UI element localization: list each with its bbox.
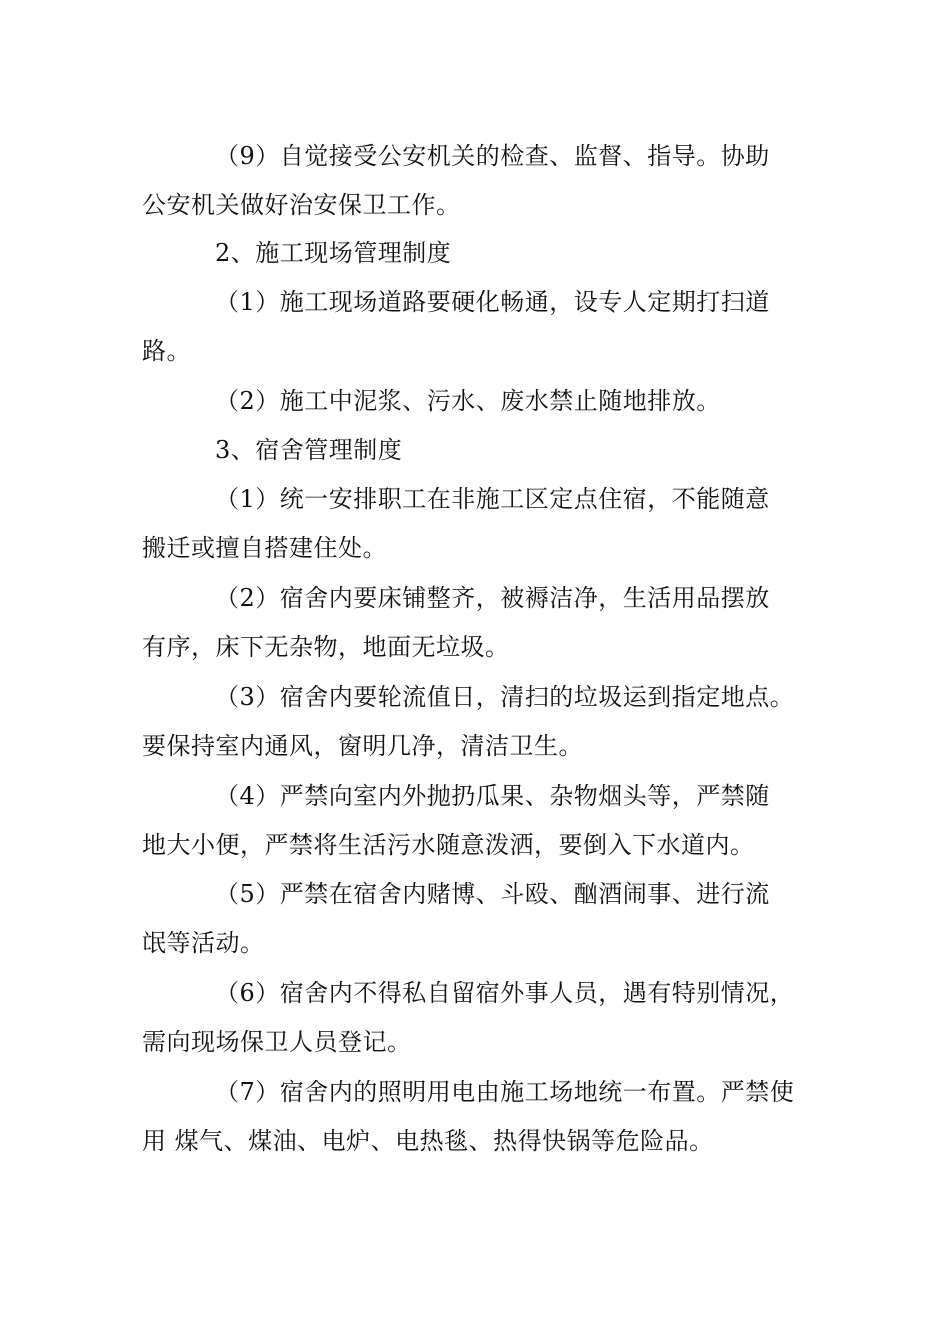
paragraph-line: （6）宿舍内不得私自留宿外事人员，遇有特别情况， — [215, 979, 795, 1007]
paragraph-line: （4）严禁向室内外抛扔瓜果、杂物烟头等，严禁随 — [215, 782, 770, 810]
paragraph-line: 用 煤气、煤油、电炉、电热毯、热得快锅等危险品。 — [142, 1127, 714, 1155]
paragraph-line: （3）宿舍内要轮流值日，清扫的垃圾运到指定地点。 — [215, 683, 795, 711]
paragraph-line: 要保持室内通风，窗明几净，清洁卫生。 — [142, 732, 583, 760]
paragraph-line: 氓等活动。 — [142, 929, 265, 957]
section-heading: 2、施工现场管理制度 — [215, 239, 452, 267]
paragraph-line: （1）统一安排职工在非施工区定点住宿，不能随意 — [215, 485, 770, 513]
paragraph-line: （1）施工现场道路要硬化畅通，设专人定期打扫道 — [215, 288, 770, 316]
paragraph-line: （2）施工中泥浆、污水、废水禁止随地排放。 — [215, 387, 721, 415]
paragraph-line: 公安机关做好治安保卫工作。 — [142, 191, 461, 219]
paragraph-line: 路。 — [142, 337, 191, 365]
paragraph-line: （9）自觉接受公安机关的检查、监督、指导。协助 — [215, 142, 770, 170]
section-heading: 3、宿舍管理制度 — [215, 436, 403, 464]
paragraph-line: 有序，床下无杂物，地面无垃圾。 — [142, 633, 510, 661]
paragraph-line: 地大小便，严禁将生活污水随意泼洒，要倒入下水道内。 — [142, 831, 755, 859]
paragraph-line: 搬迁或擅自搭建住处。 — [142, 534, 387, 562]
paragraph-line: （2）宿舍内要床铺整齐，被褥洁净，生活用品摆放 — [215, 584, 770, 612]
paragraph-line: 需向现场保卫人员登记。 — [142, 1028, 412, 1056]
paragraph-line: （7）宿舍内的照明用电由施工场地统一布置。严禁使 — [215, 1078, 795, 1106]
paragraph-line: （5）严禁在宿舍内赌博、斗殴、酗酒闹事、进行流 — [215, 880, 770, 908]
